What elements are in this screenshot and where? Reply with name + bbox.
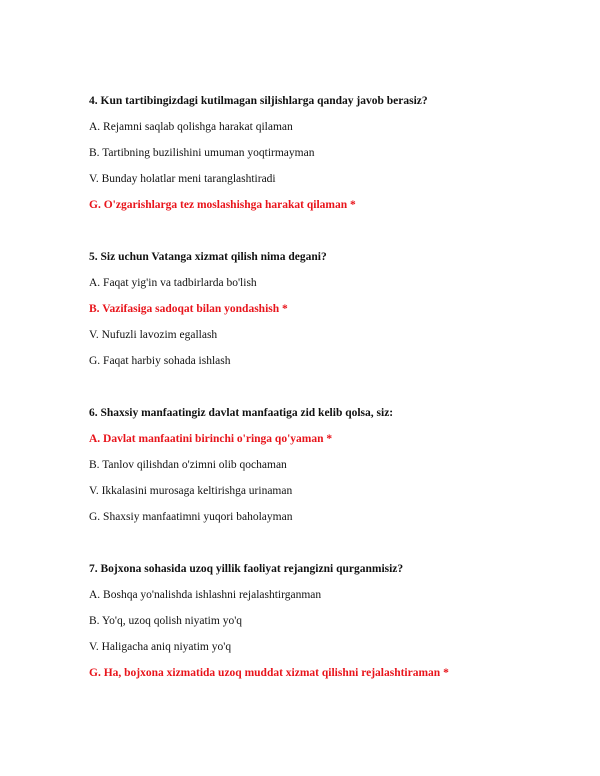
option-b: B. Tanlov qilishdan o'zimni olib qochaman xyxy=(89,459,287,471)
option-g-correct: G. Ha, bojxona xizmatida uzoq muddat xizmat qilishni rejalashtiraman * xyxy=(89,667,449,679)
question-text: 6. Shaxsiy manfaatingiz davlat manfaatiga zid kelib qolsa, siz: xyxy=(89,407,394,419)
option-b: B. Yo'q, uzoq qolish niyatim yo'q xyxy=(89,615,243,627)
question-4 xyxy=(89,94,569,224)
option-b-correct: B. Vazifasiga sadoqat bilan yondashish * xyxy=(89,303,288,315)
option-g-correct: G. O'zgarishlarga tez moslashishga harakat qilaman * xyxy=(89,199,356,211)
question-6 xyxy=(89,406,569,536)
question-text: 5. Siz uchun Vatanga xizmat qilish nima degani? xyxy=(89,251,327,263)
option-v: V. Bunday holatlar meni taranglashtiradi xyxy=(89,173,276,185)
option-a: A. Boshqa yo'nalishda ishlashni rejalashtirganman xyxy=(89,589,322,601)
option-v: V. Ikkalasini murosaga keltirishga urinaman xyxy=(89,485,293,497)
option-g: G. Shaxsiy manfaatimni yuqori baholayman xyxy=(89,511,293,523)
question-text: 7. Bojxona sohasida uzoq yillik faoliyat rejangizni qurganmisiz? xyxy=(89,563,404,575)
question-7 xyxy=(89,562,569,692)
option-v: V. Nufuzli lavozim egallash xyxy=(89,329,218,341)
option-a-correct: A. Davlat manfaatini birinchi o'ringa qo'yaman * xyxy=(89,433,333,445)
option-a: A. Rejamni saqlab qolishga harakat qilaman xyxy=(89,121,293,133)
option-a: A. Faqat yig'in va tadbirlarda bo'lish xyxy=(89,277,257,289)
option-g: G. Faqat harbiy sohada ishlash xyxy=(89,355,231,367)
question-text: 4. Kun tartibingizdagi kutilmagan siljishlarga qanday javob berasiz? xyxy=(89,95,428,107)
option-b: B. Tartibning buzilishini umuman yoqtirmayman xyxy=(89,147,315,159)
option-v: V. Haligacha aniq niyatim yo'q xyxy=(89,641,232,653)
question-5 xyxy=(89,250,569,380)
